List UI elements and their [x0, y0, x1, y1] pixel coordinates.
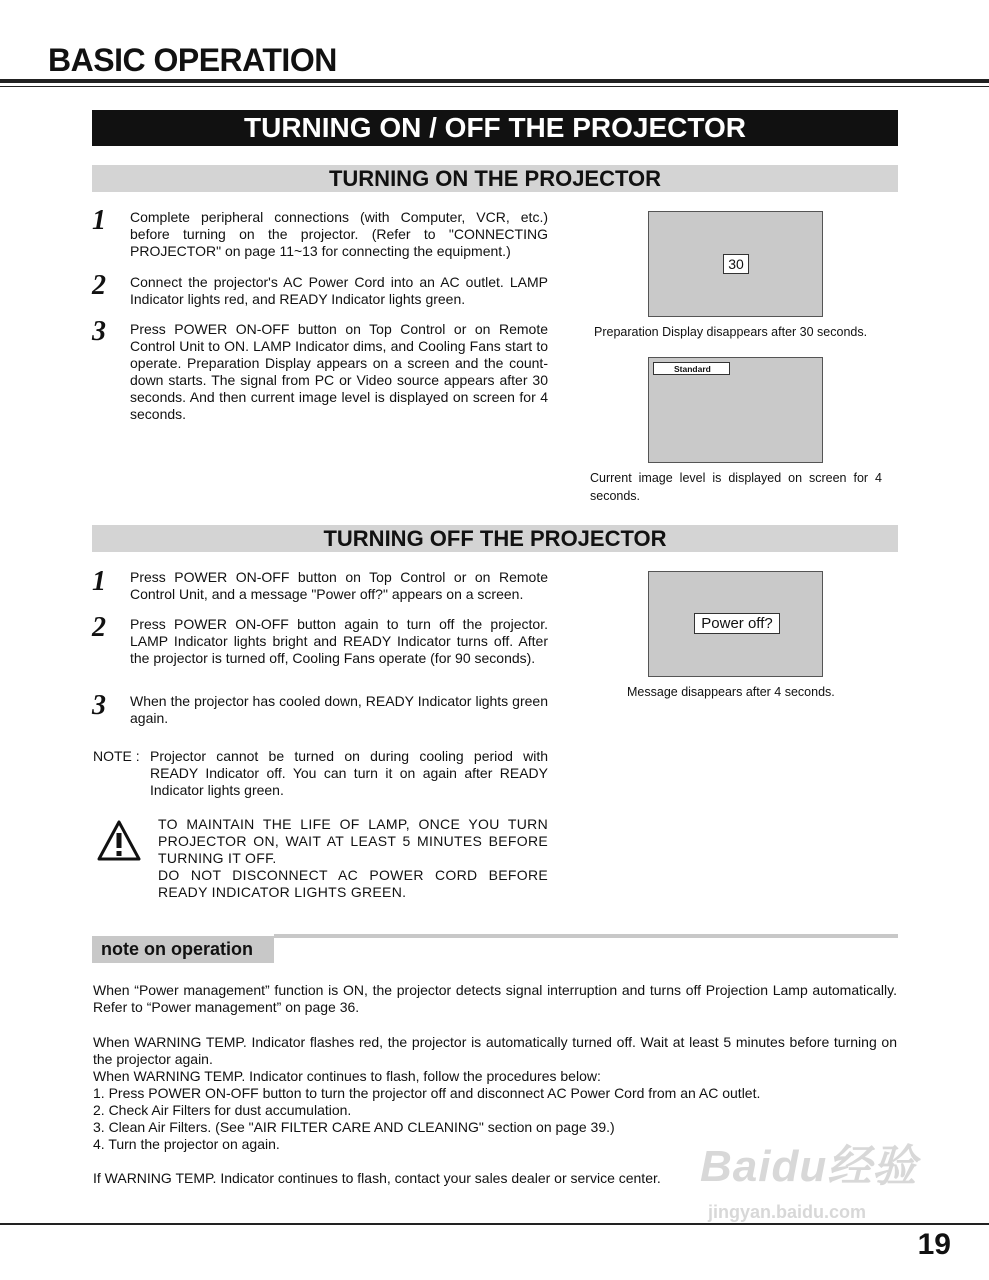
note-heading-rule	[274, 934, 898, 938]
power-off-screen	[648, 571, 823, 677]
off-step-3-number: 3	[92, 690, 106, 721]
list-item: 3. Clean Air Filters. (See "AIR FILTER CARE AND CLEANING" section on page 39.)	[93, 1119, 615, 1135]
power-management-paragraph: When “Power management” function is ON, the projector detects signal interruption and turns off Projection Lamp automatically. Refer to “Power management” on page 36.	[93, 982, 897, 1015]
warning-text	[158, 816, 548, 901]
note-label: NOTE :	[93, 748, 140, 764]
header-rule-thin	[0, 86, 989, 87]
on-step-1-number: 1	[92, 205, 106, 236]
note-text: Projector cannot be turned on during cooling period with READY Indicator off. You can turn it on again after READY Indicator lights green.	[150, 748, 548, 798]
on-step-3-number: 3	[92, 316, 106, 347]
warning-temp-paragraph: When WARNING TEMP. Indicator flashes red, the projector is automatically turned off. Wait at least 5 minutes before turning on the projector again.	[93, 1034, 897, 1067]
off-step-2-number: 2	[92, 612, 106, 643]
turning-off-heading: TURNING OFF THE PROJECTOR	[92, 525, 898, 552]
contact-dealer-paragraph: If WARNING TEMP. Indicator continues to flash, contact your sales dealer or service center.	[93, 1170, 661, 1186]
warning-icon	[96, 819, 142, 863]
baidu-watermark-url: jingyan.baidu.com	[708, 1202, 867, 1222]
off-step-1-text: Press POWER ON-OFF button on Top Control or on Remote Control Unit, and a message "Power off?" appears on a screen.	[130, 569, 548, 602]
page-banner: TURNING ON / OFF THE PROJECTOR	[92, 110, 898, 146]
off-step-1-number: 1	[92, 566, 106, 597]
off-step-2-text: Press POWER ON-OFF button again to turn off the projector. LAMP Indicator lights bright and READY Indicator turns off. After the projector is turned off, Cooling Fans operate (for 90 seconds).	[130, 616, 548, 666]
list-item: 1. Press POWER ON-OFF button to turn the projector off and disconnect AC Power Cord from an AC outlet.	[93, 1085, 761, 1101]
procedure-intro: When WARNING TEMP. Indicator continues to flash, follow the procedures below:	[93, 1068, 601, 1084]
off-step-3-text: When the projector has cooled down, READY Indicator lights green again.	[130, 693, 548, 726]
preparation-caption: Preparation Display disappears after 30 seconds.	[594, 325, 868, 339]
footer-rule	[0, 1223, 989, 1225]
baidu-watermark-logo: Baidu经验	[700, 1142, 918, 1191]
list-item: 4. Turn the projector on again.	[93, 1136, 280, 1152]
image-level-caption: Current image level is displayed on screen for 4 seconds.	[590, 471, 882, 503]
header-rule-thick	[0, 79, 989, 83]
page-number: 19	[917, 1228, 951, 1261]
warning-line-2: DO NOT DISCONNECT AC POWER CORD BEFORE READY INDICATOR LIGHTS GREEN.	[158, 867, 548, 900]
image-level-label: Standard	[653, 362, 730, 375]
countdown-display: 30	[723, 254, 749, 274]
on-step-2-number: 2	[92, 270, 106, 301]
image-level-screen	[648, 357, 823, 463]
preparation-display-screen	[648, 211, 823, 317]
power-off-caption: Message disappears after 4 seconds.	[627, 685, 835, 699]
list-item: 2. Check Air Filters for dust accumulation.	[93, 1102, 352, 1118]
section-title: BASIC OPERATION	[48, 42, 337, 78]
on-step-1-text: Complete peripheral connections (with Computer, VCR, etc.) before turning on the projector. (Refer to "CONNECTING PROJECTOR" on page 11~13 for connecting the equipment.)	[130, 209, 548, 259]
on-step-2-text: Connect the projector's AC Power Cord into an AC outlet. LAMP Indicator lights red, and READY Indicator lights green.	[130, 274, 548, 307]
turning-on-heading: TURNING ON THE PROJECTOR	[92, 165, 898, 192]
power-off-message: Power off?	[694, 613, 780, 634]
note-on-operation-heading: note on operation	[92, 936, 274, 963]
on-step-3-text: Press POWER ON-OFF button on Top Control or on Remote Control Unit to ON. LAMP Indicator dims, and Cooling Fans start to operate. Preparation Display appears on a screen and the count-down starts. The signal from PC or Video source appears after 30 seconds. And then current image level is displayed on screen for 4 seconds.	[130, 321, 548, 422]
warning-line-1: TO MAINTAIN THE LIFE OF LAMP, ONCE YOU TURN PROJECTOR ON, WAIT AT LEAST 5 MINUTES BEFORE TURNING IT OFF.	[158, 816, 548, 866]
